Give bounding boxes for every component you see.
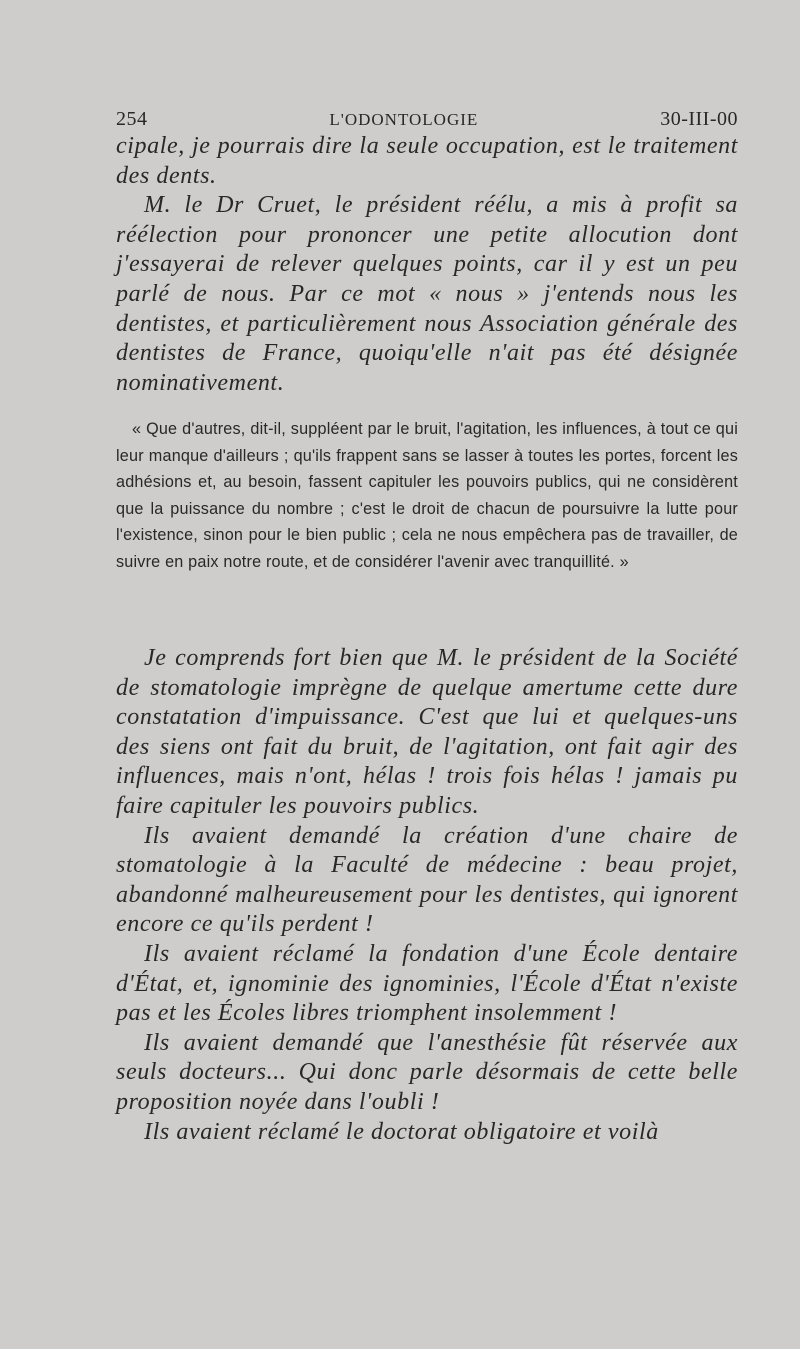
- paragraph-doctorat: Ils avaient réclamé le doctorat obligatoire et voilà: [144, 1118, 659, 1145]
- commentary-top: [116, 132, 738, 398]
- paragraph-ecole: Ils avaient réclamé la fondation d'une École dentaire d'État, et, ignominie des ignominies, l'École d'État n'existe pas et les Écoles libres triomphent insolemment !: [116, 940, 738, 1027]
- paragraph-chaire: Ils avaient demandé la création d'une chaire de stomatologie à la Faculté de médecine : beau projet, abandonné malheureusement pour les dentistes, qui ignorent encore ce qu'ils perdent !: [116, 822, 738, 938]
- journal-title: L'ODONTOLOGIE: [329, 110, 479, 129]
- paragraph-cruet: M. le Dr Cruet, le président réélu, a mis à profit sa réélection pour prononcer une petite allocution dont j'essayerai de relever quelques points, car il y est un peu parlé de nous. Par ce mot « nous » j'entends nous les dentistes, et particulièrement nous Association générale des dentistes de France, quoiqu'elle n'ait pas été désignée nominativement.: [116, 192, 738, 396]
- issue-date: 30-III-00: [660, 108, 738, 130]
- paragraph-comprends: Je comprends fort bien que M. le président de la Société de stomatologie imprègne de quelque amertume cette dure constatation d'impuissance. C'est que lui et quelques-uns des siens ont fait du bruit, de l'agitation, ont fait agir des influences, mais n'ont, hélas ! trois fois hélas ! jamais pu faire capituler les pouvoirs publics.: [116, 645, 738, 819]
- commentary-bottom: [116, 644, 738, 1147]
- quoted-speech: « Que d'autres, dit-il, suppléent par le bruit, l'agitation, les influences, à tout ce qui leur manque d'ailleurs ; qu'ils frappent sans se lasser à toutes les portes, forcent les adhésions et, au besoin, fassent capituler les pouvoirs publics, qui ne considèrent que la puissance du nombre ; c'est le droit de chacun de poursuivre la lutte pour l'existence, sinon pour le bien public ; cela ne nous empêchera pas de travailler, de suivre en paix notre route, et de considérer l'avenir avec tranquillité. »: [116, 420, 738, 571]
- paragraph-continued: cipale, je pourrais dire la seule occupation, est le traitement des dents.: [116, 133, 738, 189]
- page-number: 254: [116, 108, 148, 130]
- running-head: [116, 108, 738, 131]
- paragraph-anesthesie: Ils avaient demandé que l'anesthésie fût réservée aux seuls docteurs... Qui donc parle désormais de cette belle proposition noyée dans l'oubli !: [116, 1029, 738, 1115]
